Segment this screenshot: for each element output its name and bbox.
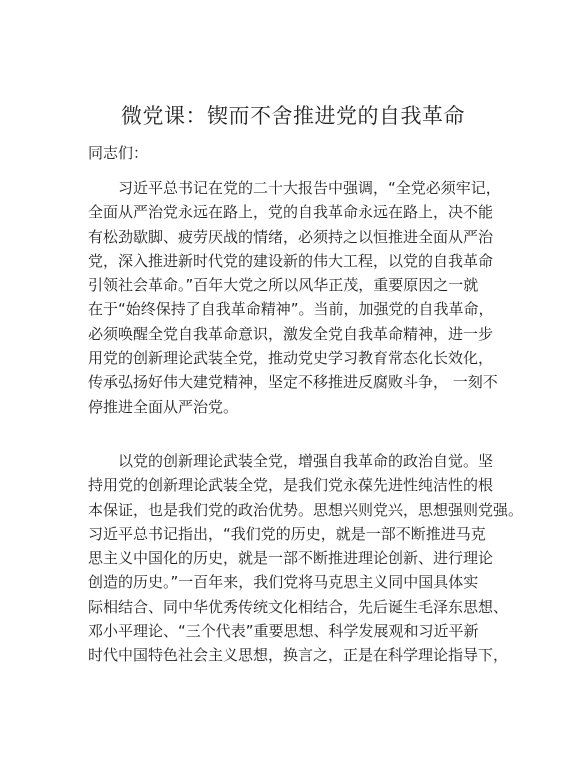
paragraph-line: 习近平总书记在党的二十大报告中强调，“全党必须牢记，: [118, 179, 501, 197]
paragraph-line: 党，深入推进新时代党的建设新的伟大工程，以党的自我革命: [88, 251, 494, 270]
paragraph-line: 必须唤醒全党自我革命意识，激发全党自我革命精神，进一步: [88, 324, 494, 343]
paragraph-line: 习近平总书记指出，“我们党的历史，就是一部不断推进马克: [88, 524, 486, 543]
paragraph-line: 思主义中国化的历史，就是一部不断推进理论创新、进行理论: [88, 549, 494, 568]
paragraph-line: 全面从严治党永远在路上，党的自我革命永远在路上，决不能: [88, 203, 494, 222]
paragraph-line: 用党的创新理论武装全党，推动党史学习教育常态化长效化，: [88, 349, 494, 368]
paragraph-line: 有松劲歇脚、疲劳厌战的情绪，必须持之以恒推进全面从严治: [88, 227, 494, 246]
paragraph-line: 以党的创新理论武装全党，增强自我革命的政治自觉。坚: [118, 452, 494, 470]
paragraph-line: 持用党的创新理论武装全党，是我们党永葆先进性纯洁性的根: [88, 476, 494, 495]
paragraph-line: 引领社会革命。”百年大党之所以风华正茂，重要原因之一就: [88, 276, 479, 295]
paragraph-1: [88, 176, 508, 419]
paragraph-2: [88, 449, 524, 668]
greeting-text: 同志们：: [88, 144, 149, 162]
paragraph-line: 传承弘扬好伟大建党精神，坚定不移推进反腐败斗争， 一刻不: [88, 373, 498, 392]
document-title: 微党课：锲而不舍推进党的自我革命: [121, 104, 465, 128]
paragraph-line: 时代中国特色社会主义思想，换言之，正是在科学理论指导下，: [88, 646, 509, 665]
paragraph-line: 在于“始终保持了自我革命精神”。当前，加强党的自我革命，: [88, 300, 494, 319]
greeting: [88, 141, 508, 165]
paragraph-line: 创造的历史。”一百年来，我们党将马克思主义同中国具体实: [88, 573, 479, 592]
paragraph-line: 邓小平理论、“三个代表”重要思想、科学发展观和习近平新: [88, 622, 479, 641]
paragraph-line: 本保证，也是我们党的政治优势。思想兴则党兴，思想强则党强。: [88, 500, 524, 519]
paragraph-line: 际相结合、同中华优秀传统文化相结合，先后诞生毛泽东思想、: [88, 597, 509, 616]
paragraph-line: 停推进全面从严治党。: [88, 397, 239, 416]
